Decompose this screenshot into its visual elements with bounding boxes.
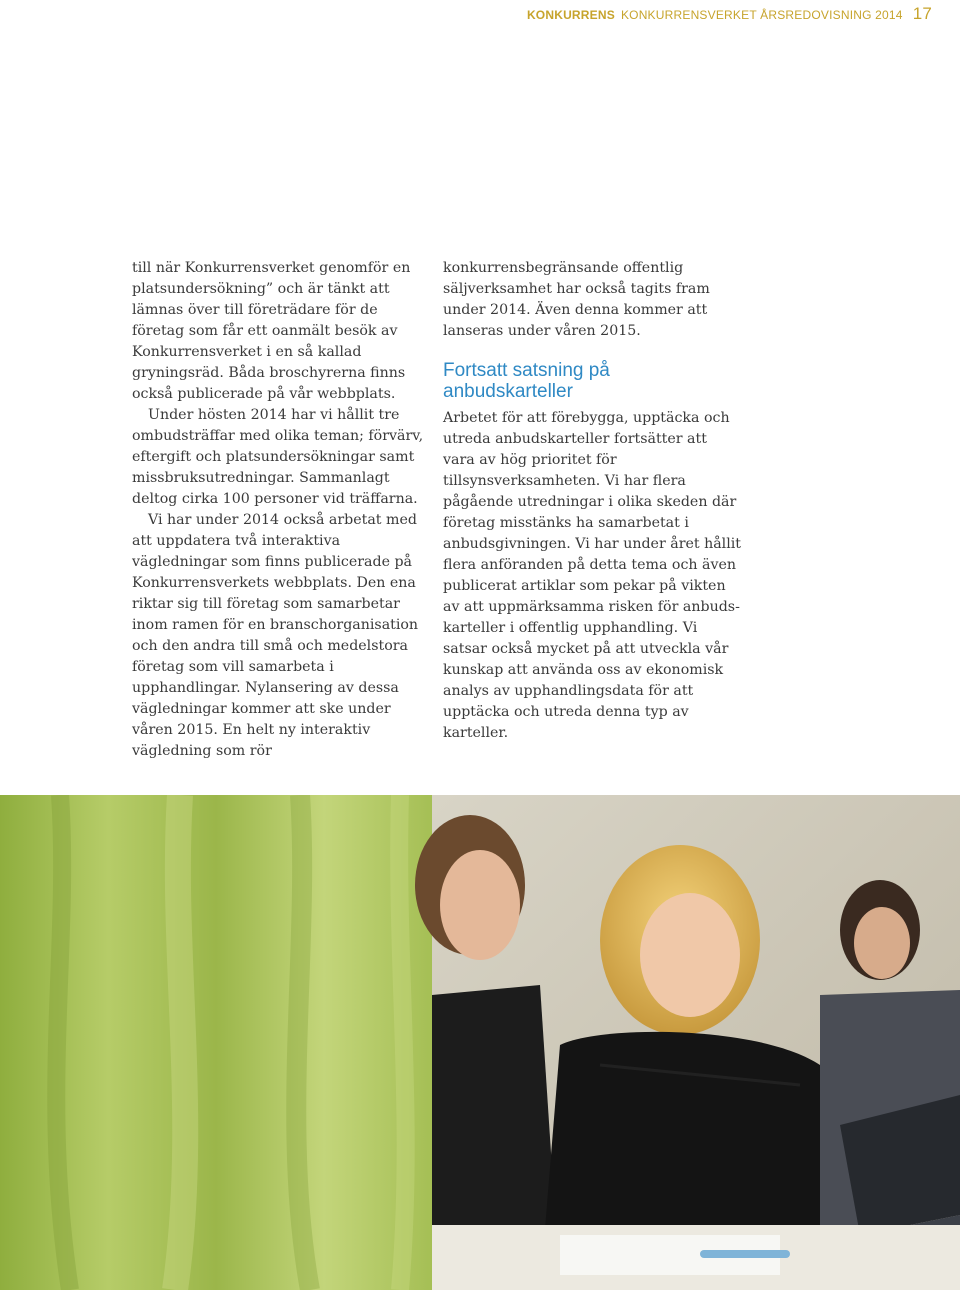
meeting-photo [0, 795, 960, 1290]
left-column [132, 258, 432, 762]
header-title: KONKURRENSVERKET ÅRSREDOVISNING 2014 [620, 8, 903, 22]
right-column [443, 258, 743, 744]
paragraph: Vi har under 2014 också arbetat med att uppdatera två interaktiva vägledningar som finns publicerade på Konkurrensverkets webbplats. Den ena riktar sig till företag som samarbetar inom ramen för en branschorganisation och den andra till små och medelstora företag som vill samarbeta i upphandlingar. Nylansering av dessa vägledningar kommer att ske under våren 2015. En helt ny interaktiv vägledning som rör [132, 512, 419, 759]
paragraph: Under hösten 2014 har vi hållit tre ombudsträffar med olika teman; förvärv, eftergift och platsundersökningar samt missbruksutredningar. Sammanlagt deltog cirka 100 personer vid träffarna. [132, 407, 424, 507]
page-number: 17 [912, 4, 932, 23]
section-heading: Fortsatt satsning på anbudskarteller [443, 360, 610, 402]
paragraph: till när Konkurrensverket genomför en platsundersökning” och är tänkt att lämnas över till företrädare för de företag som får ett oanmält besök av Konkurrensverket i en så kallad gryningsräd. Båda broschyrerna finns också publicerade på vår webbplats. [132, 260, 411, 402]
running-header [527, 4, 932, 26]
header-section: KONKURRENS [526, 8, 615, 22]
photo-illustration [0, 795, 960, 1290]
paragraph: Arbetet för att förebygga, upptäcka och utreda anbudskarteller fortsätter att vara av hög prioritet för tillsynsverksamheten. Vi har flera pågående utredningar i olika skeden där företag misstänks ha samarbetat i anbudsgivningen. Vi har under året hållit flera anföranden på detta tema och även publicerat artiklar som pekar på vikten av att uppmärksamma risken för anbudskarteller i offentlig upphandling. Vi satsar också mycket på att utveckla vår kunskap att använda oss av ekonomisk analys av upphandlingsdata för att upptäcka och utreda denna typ av karteller. [443, 410, 741, 741]
paragraph: konkurrensbegränsande offentlig säljverksamhet har också tagits fram under 2014. Även denna kommer att lanseras under våren 2015. [443, 260, 710, 339]
